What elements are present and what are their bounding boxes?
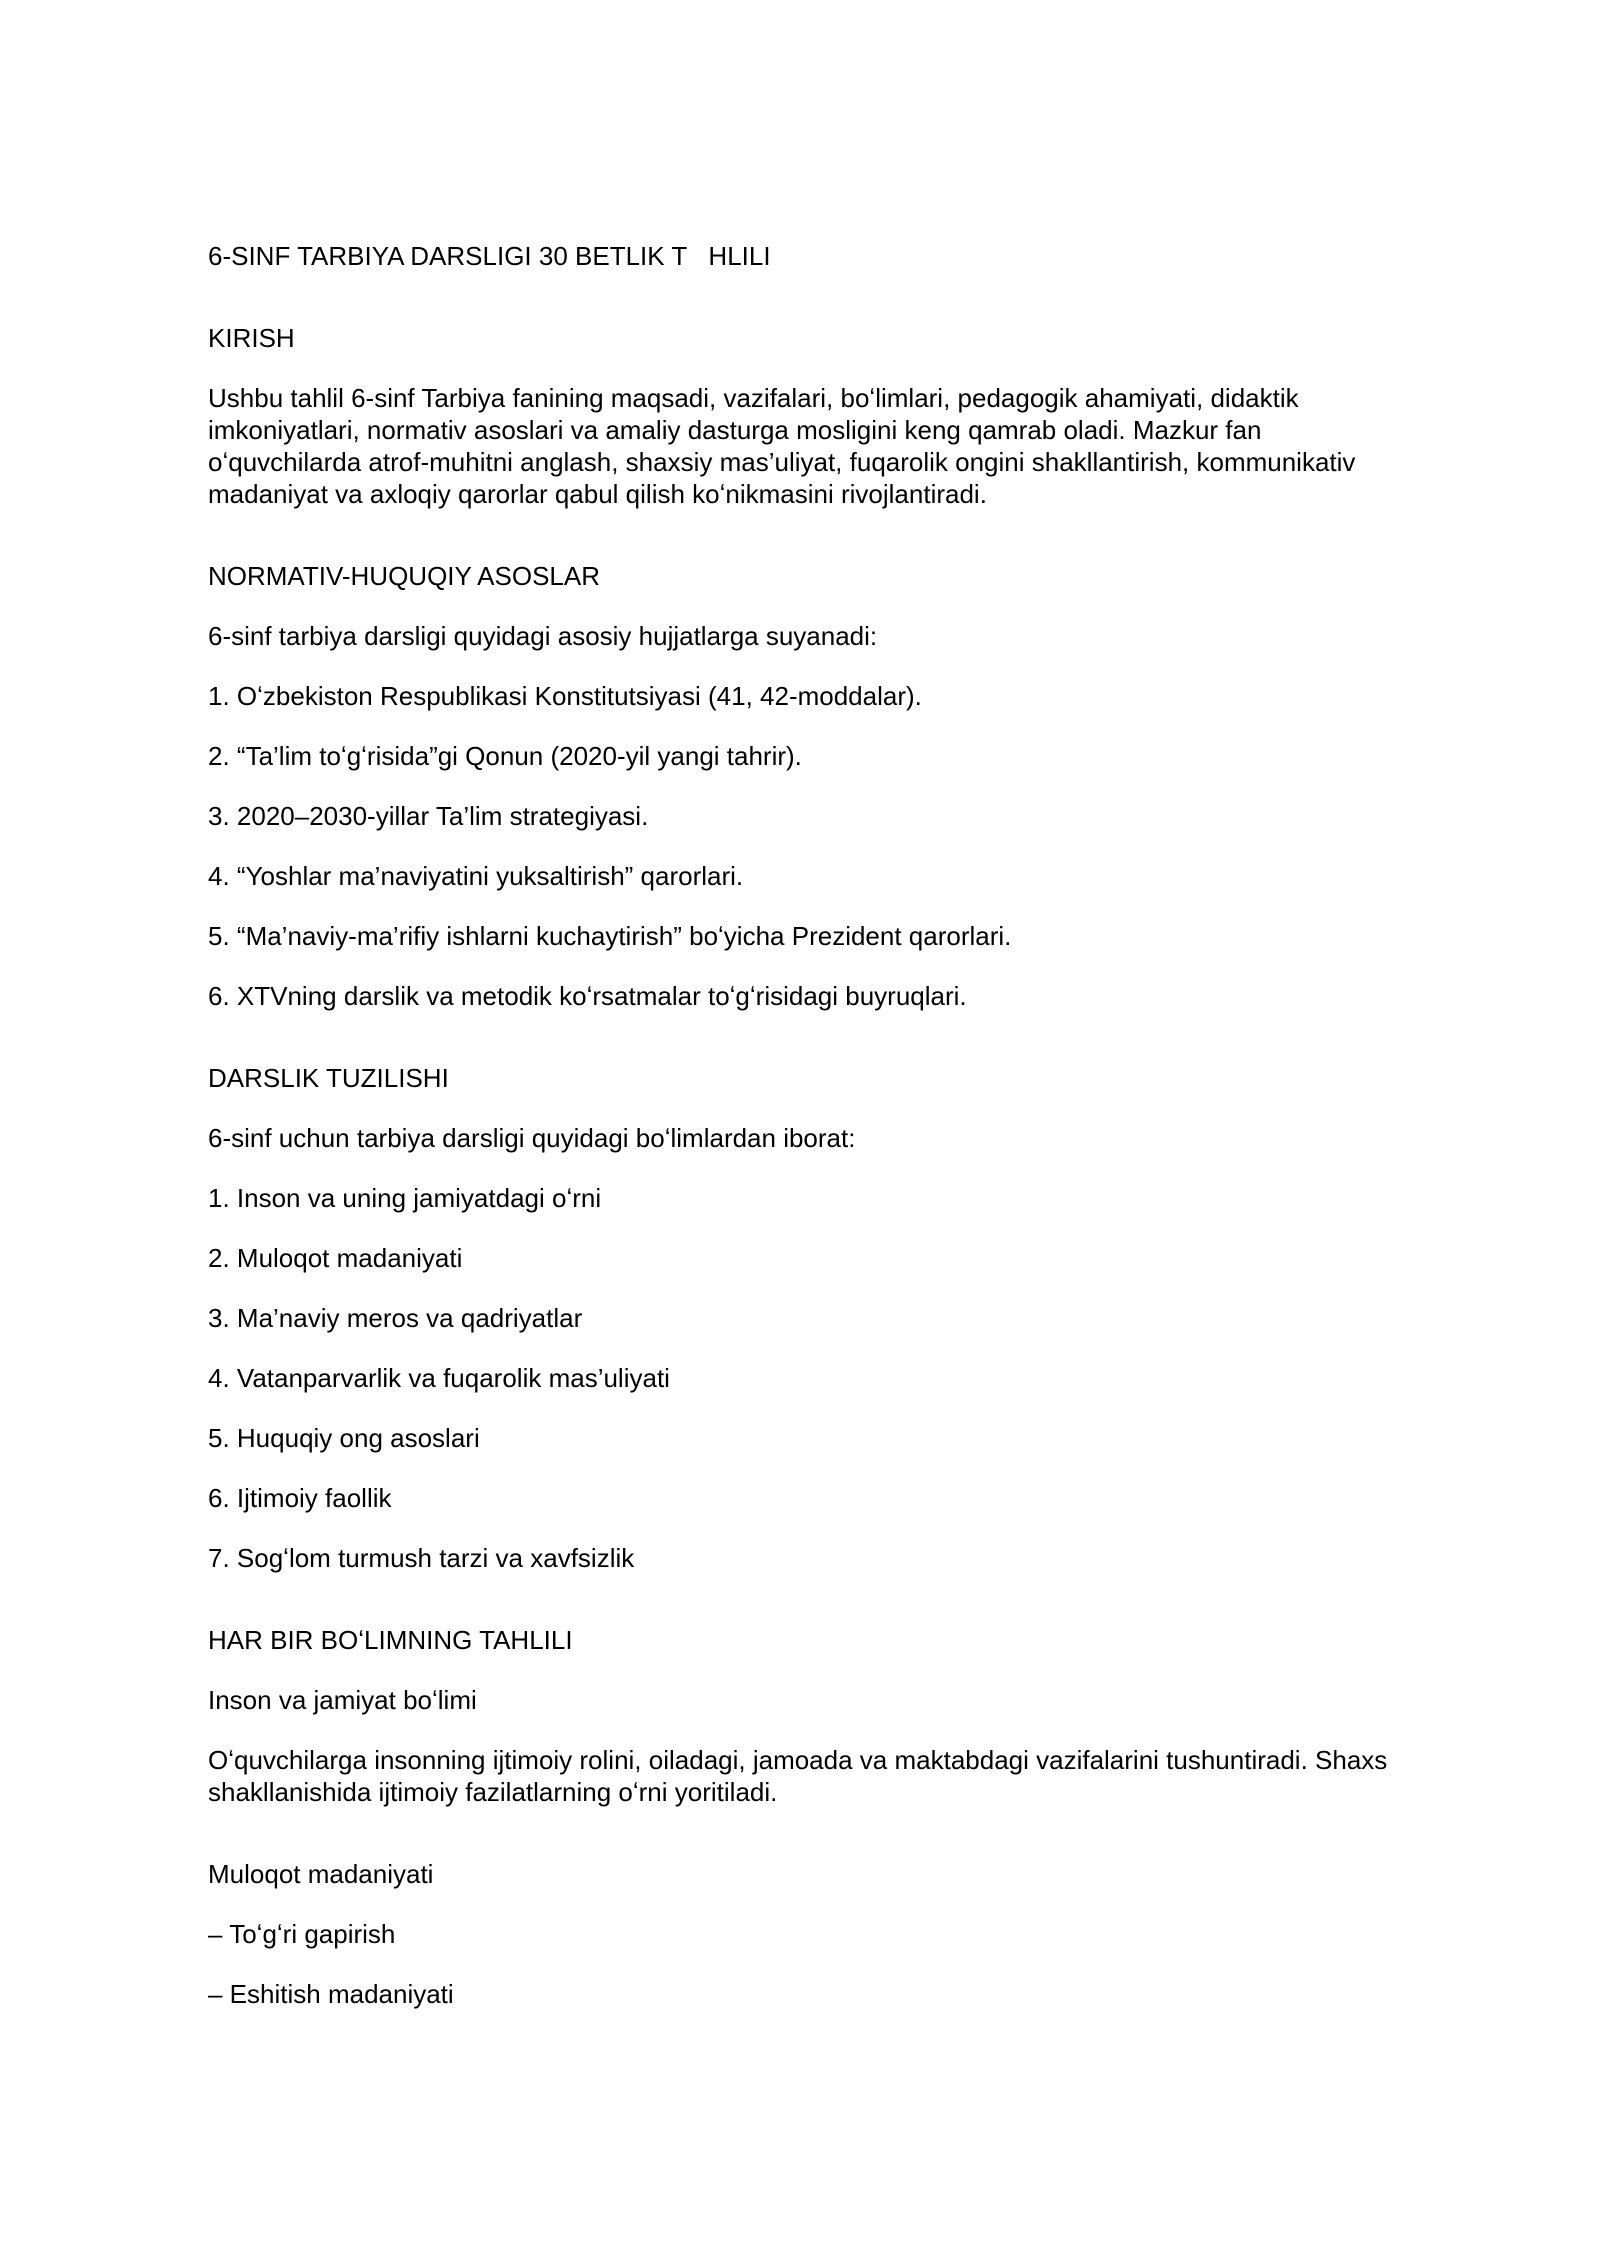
normativ-lead-paragraph: 6-sinf tarbiya darsligi quyidagi asosiy hujjatlarga suyanadi: — [208, 621, 878, 651]
doc-title: 6-SINF TARBIYA DARSLIGI 30 BETLIK T HLILI — [208, 241, 771, 271]
normativ-list-item-5: 5. “Ma’naviy-ma’rifiy ishlarni kuchaytirish” boʻyicha Prezident qarorlari. — [208, 921, 1012, 951]
section-heading-darslik-tuzilishi: DARSLIK TUZILISHI — [208, 1063, 449, 1093]
tuzilish-list-item-1: 1. Inson va uning jamiyatdagi oʻrni — [208, 1183, 602, 1213]
normativ-list-item-1: 1. Oʻzbekiston Respublikasi Konstitutsiyasi (41, 42-moddalar). — [208, 681, 922, 711]
section-heading-har-bir-bolim: HAR BIR BOʻLIMNING TAHLILI — [208, 1625, 573, 1655]
normativ-list-item-2: 2. “Ta’lim toʻgʻrisida”gi Qonun (2020-yil yangi tahrir). — [208, 741, 802, 771]
tuzilish-list-item-6: 6. Ijtimoiy faollik — [208, 1483, 392, 1513]
muloqot-dash-item-2: – Eshitish madaniyati — [208, 1979, 454, 2009]
normativ-list-item-3: 3. 2020–2030-yillar Ta’lim strategiyasi. — [208, 801, 649, 831]
muloqot-subheading: Muloqot madaniyati — [208, 1859, 434, 1889]
section-heading-normativ: NORMATIV-HUQUQIY ASOSLAR — [208, 561, 601, 591]
muloqot-dash-item-1: – Toʻgʻri gapirish — [208, 1919, 396, 1949]
tuzilish-list-item-2: 2. Muloqot madaniyati — [208, 1243, 463, 1273]
inson-jamiyat-paragraph: Oʻquvchilarga insonning ijtimoiy rolini, oiladagi, jamoada va maktabdagi vazifalarini tushuntiradi. Shaxs shakllanishida ijtimoiy fazilatlarning oʻrni yoritiladi. — [208, 1745, 1388, 1807]
tuzilish-list-item-7: 7. Sogʻlom turmush tarzi va xavfsizlik — [208, 1543, 635, 1573]
tuzilish-lead-paragraph: 6-sinf uchun tarbiya darsligi quyidagi boʻlimlardan iborat: — [208, 1123, 856, 1153]
tuzilish-list-item-4: 4. Vatanparvarlik va fuqarolik mas’uliyati — [208, 1363, 670, 1393]
normativ-list-item-6: 6. XTVning darslik va metodik koʻrsatmalar toʻgʻrisidagi buyruqlari. — [208, 981, 967, 1011]
intro-paragraph: Ushbu tahlil 6-sinf Tarbiya fanining maqsadi, vazifalari, boʻlimlari, pedagogik ahamiyati, didaktik imkoniyatlari, normativ asoslari va amaliy dasturga mosligini keng qamrab oladi. Mazkur fan oʻquvchilarda atrof-muhitni anglash, shaxsiy mas’uliyat, fuqarolik ongini shakllantirish, kommunikativ madaniyat va axloqiy qarorlar qabul qilish koʻnikmasini rivojlantiradi. — [208, 383, 1356, 509]
tuzilish-list-item-3: 3. Ma’naviy meros va qadriyatlar — [208, 1303, 583, 1333]
normativ-list-item-4: 4. “Yoshlar ma’naviyatini yuksaltirish” qarorlari. — [208, 861, 744, 891]
inson-jamiyat-subheading: Inson va jamiyat boʻlimi — [208, 1685, 477, 1715]
tuzilish-list-item-5: 5. Huquqiy ong asoslari — [208, 1423, 480, 1453]
section-heading-kirish: KIRISH — [208, 323, 295, 353]
